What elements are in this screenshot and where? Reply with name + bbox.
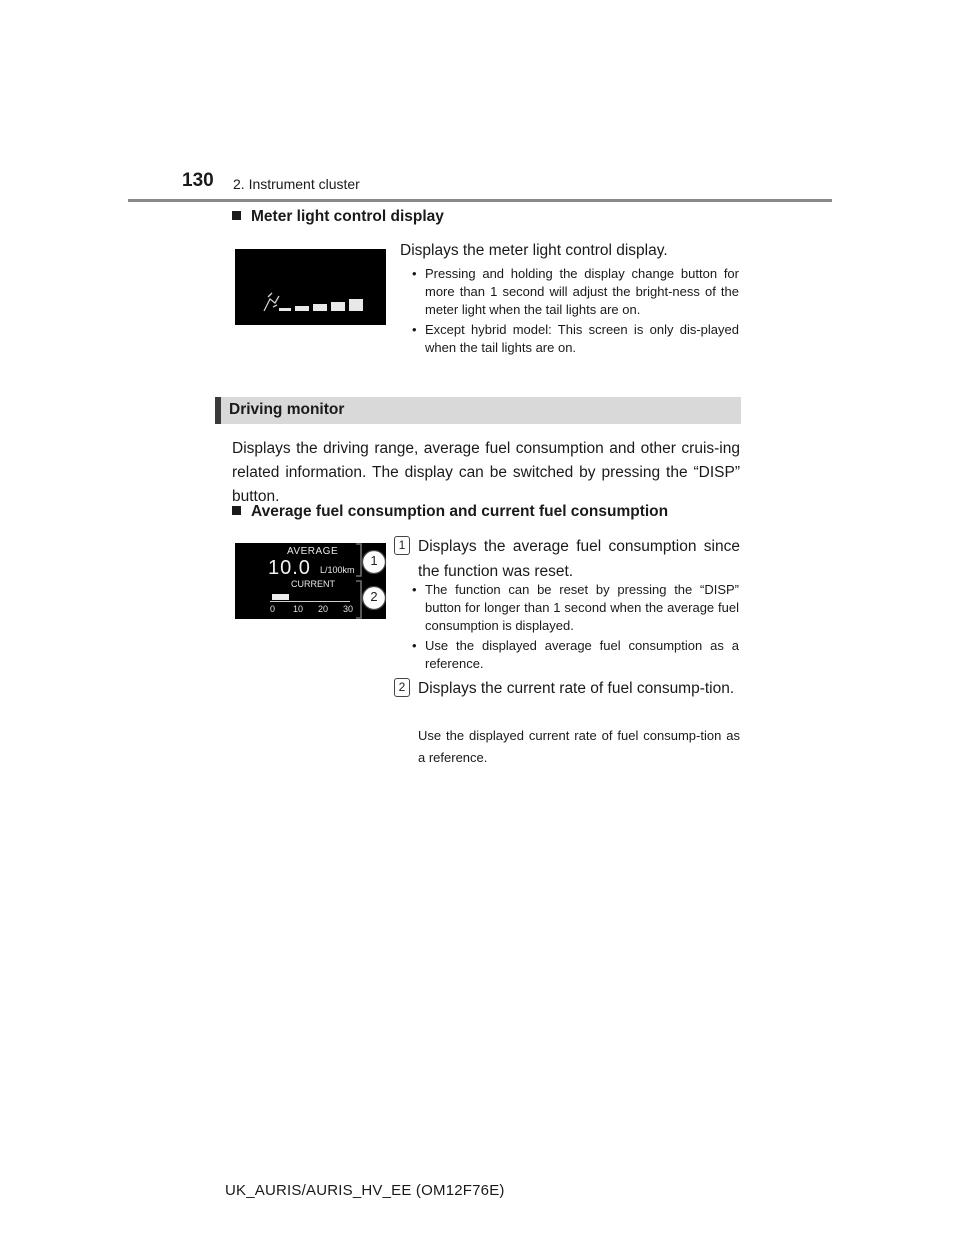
scale-line — [270, 601, 350, 602]
page-number: 130 — [182, 170, 214, 191]
item1-bullets — [411, 581, 739, 675]
footer-model-code: UK_AURIS/AURIS_HV_EE (OM12F76E) — [225, 1182, 505, 1199]
item-number-badge: 1 — [394, 536, 410, 555]
scale-tick-label: 20 — [318, 604, 329, 614]
average-label: AVERAGE — [287, 546, 339, 557]
square-bullet-icon — [232, 211, 241, 220]
item2-note: Use the displayed current rate of fuel consump-tion as a reference. — [418, 728, 740, 765]
square-bullet-icon — [232, 506, 241, 515]
item1-text: Displays the average fuel consumption since the function was reset. — [418, 538, 740, 580]
unit-label: L/100km — [320, 565, 355, 575]
bullet-item: • Except hybrid model: This screen is only dis-played when the tail lights are on. — [411, 321, 739, 357]
callout-number: 1 — [370, 553, 378, 568]
scale-tick-label: 10 — [293, 604, 304, 614]
meter-light-display-image — [235, 249, 386, 325]
bullet-item: • Pressing and holding the display change button for more than 1 second will adjust the bright-ness of the meter light when the tail lights are on. — [411, 265, 739, 319]
meter-light-heading: Meter light control display — [232, 208, 444, 226]
section-accent — [215, 397, 221, 424]
current-fuel-bar — [272, 594, 289, 600]
item2-text: Displays the current rate of fuel consump-tion. — [418, 680, 735, 697]
bullet-item: • Use the displayed average fuel consumption as a reference. — [411, 637, 739, 673]
meter-light-description: Displays the meter light control display. — [400, 242, 668, 259]
bullet-item: • The function can be reset by pressing the “DISP” button for longer than 1 second when the average fuel consumption is displayed. — [411, 581, 739, 635]
chapter-title: 2. Instrument cluster — [233, 176, 360, 192]
section-title: Driving monitor — [229, 401, 345, 418]
brightness-bars-icon — [235, 249, 386, 325]
meter-light-bullets — [411, 265, 739, 359]
driving-monitor-intro: Displays the driving range, average fuel consumption and other cruis-ing related information. The display can be switched by pressing the “DISP” button. — [232, 440, 740, 505]
fuel-consumption-heading: Average fuel consumption and current fuel consumption — [232, 503, 668, 521]
header-rule — [128, 199, 832, 202]
section-header-driving-monitor — [215, 397, 741, 424]
current-label: CURRENT — [291, 579, 335, 589]
callout-number: 2 — [370, 589, 378, 604]
item-number-badge: 2 — [394, 678, 410, 697]
average-value: 10.0 — [268, 557, 311, 579]
scale-tick-label: 0 — [270, 604, 276, 614]
scale-tick-label: 30 — [343, 604, 354, 614]
